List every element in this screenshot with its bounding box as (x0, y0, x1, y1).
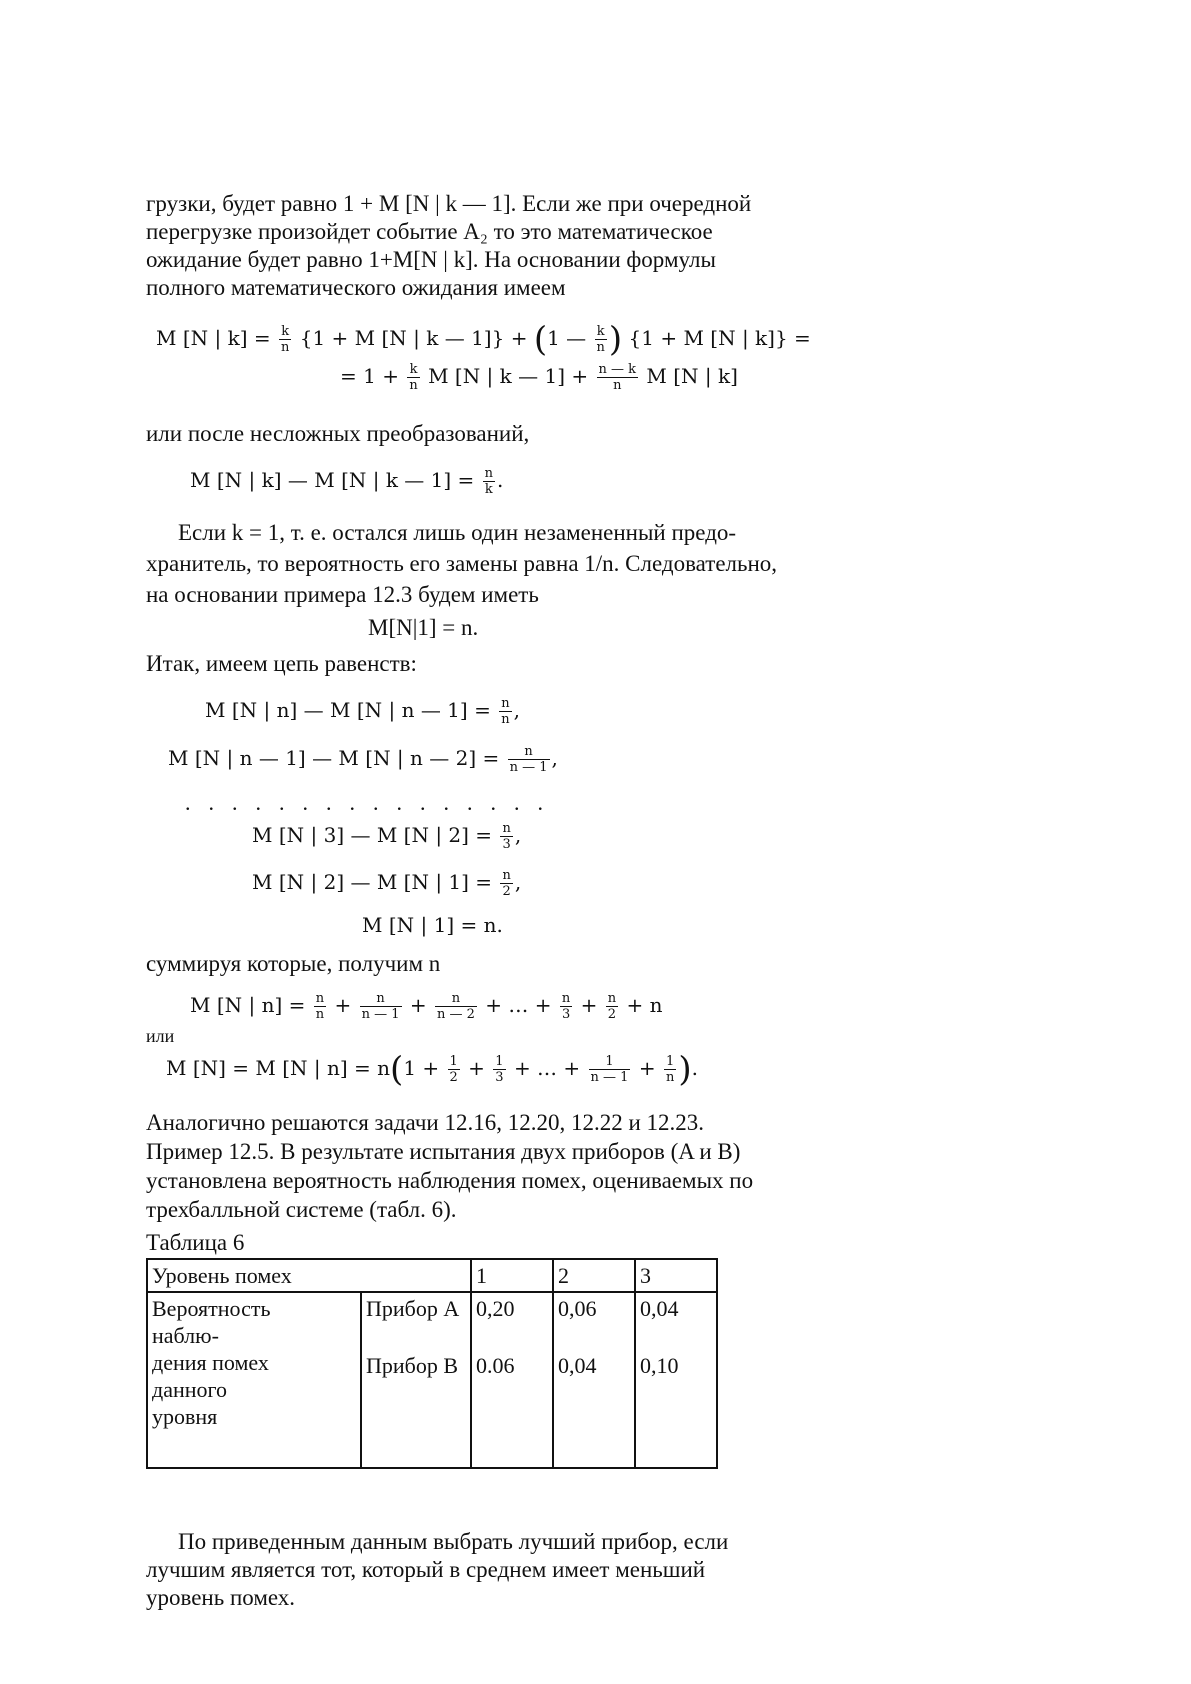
fraction-k-over-n: $\frac{k}{n}$ (281, 324, 290, 355)
formula-term: M [N | k] (646, 364, 738, 388)
formula-term: = 1 + (340, 364, 399, 388)
fraction-1-over-n: $\frac{1}{n}$ (665, 1054, 675, 1085)
formula-lhs: M [N | n] = (190, 993, 306, 1017)
formula-expanded (340, 356, 738, 396)
fraction-n-minus-k-over-n: $\frac{n — k}{n}$ (598, 362, 637, 393)
device-a-label: Прибор A (366, 1296, 460, 1321)
fraction-n-over-n-minus-1: $\frac{n}{n — 1}$ (509, 744, 548, 775)
text-line: трехбалльной системе (табл. 6). (146, 1197, 457, 1222)
formula-term: M [N | 3] — M [N | 2] = (252, 823, 493, 847)
text-line: на основании примера 12.3 будем иметь (146, 582, 539, 607)
header-cell: 3 (635, 1259, 717, 1292)
fraction-n-over-3: $\frac{n}{3}$ (502, 821, 511, 852)
fraction-1-over-n-minus-1: $\frac{1}{n — 1}$ (590, 1054, 629, 1085)
text-line: или (146, 1026, 175, 1046)
value-cell: 0,06 0,04 (553, 1292, 635, 1468)
fraction-n-over-n-minus-1: $\frac{n}{n — 1}$ (361, 991, 400, 1022)
formula-total-expectation: M [N | k] = $\frac{k}{n}$ {1 + M [N | k — 1]} + (1 — $\frac{k}{n}$ ) {1 + M [N | k]} = (156, 319, 811, 360)
text-line: полного математического ожидания имеем (146, 275, 566, 300)
formula-term: M [N | k — 1] + (428, 364, 589, 388)
header-cell: 2 (553, 1259, 635, 1292)
text-line: уровень помех. (146, 1585, 296, 1610)
chain-equation-3: M [N | 3] — M [N | 2] = $\frac{n}{3}$ , (252, 821, 522, 852)
device-b-label: Прибор B (366, 1353, 459, 1378)
table-caption: Таблица 6 (146, 1230, 245, 1255)
text-line: хранитель, то вероятность его замены равна 1/n. Следовательно, (146, 551, 778, 576)
fraction-1-over-3: $\frac{1}{3}$ (495, 1054, 504, 1085)
fraction-n-over-2: $\frac{n}{2}$ (502, 868, 511, 899)
chain-equation-4: M [N | 2] — M [N | 1] = $\frac{n}{2}$ , (252, 868, 522, 899)
formula-term: M [N | 2] — M [N | 1] = (252, 870, 493, 894)
fraction-1-over-2: $\frac{1}{2}$ (449, 1054, 458, 1085)
fraction-k-over-n: $\frac{k}{n}$ (409, 362, 418, 393)
fraction-n-over-2: $\frac{n}{2}$ (607, 991, 617, 1022)
formula-difference: M [N | k] — M [N | k — 1] = $\frac{n}{k}$ . (190, 466, 504, 497)
text-line: Итак, имеем цепь равенств: (146, 651, 417, 676)
fraction-n-over-n-minus-2: $\frac{n}{n — 2}$ (437, 991, 475, 1022)
text-line: грузки, будет равно 1 + M [N | k — 1]. Если же при очередной (146, 191, 752, 216)
device-cell (361, 1292, 471, 1468)
formula-term: 1 — (547, 326, 587, 350)
value-cell: 0,04 0,10 (635, 1292, 717, 1468)
formula-term: M [N | 1] = n. (362, 913, 503, 937)
formula-term: M [N | n] — M [N | n — 1] = (205, 698, 491, 722)
chain-equation-1: M [N | n] — M [N | n — 1] = $\frac{n}{n}$ , (205, 696, 520, 727)
row-label-cell: Вероятность наблю- дения помех данного уровня (147, 1292, 361, 1468)
text-line: или после несложных преобразований, (146, 421, 530, 446)
table-row (147, 1292, 717, 1468)
header-cell: 1 (471, 1259, 553, 1292)
text-line: Аналогично решаются задачи 12.16, 12.20, 12.22 и 12.23. (146, 1110, 705, 1135)
transition-text (146, 420, 846, 448)
fraction-n-over-3: $\frac{n}{3}$ (561, 991, 571, 1022)
fraction-n-over-k: $\frac{n}{k}$ (484, 466, 494, 497)
paragraph-example (146, 1108, 906, 1224)
paragraph-base-case (146, 517, 846, 610)
intro-paragraph (146, 190, 846, 302)
formula-lhs: M [N] = M [N | n] = n (166, 1056, 391, 1080)
or-word (146, 1022, 846, 1050)
formula-term: {1 + M [N | k — 1]} + (299, 326, 528, 350)
formula-term: M[N|1] = n. (368, 615, 479, 640)
chain-intro (146, 650, 846, 678)
formula-lhs: M [N | k] = (156, 326, 271, 350)
header-cell: Уровень помех (147, 1259, 471, 1292)
text-line: Если k = 1, т. е. остался лишь один незамененный предо- (178, 520, 737, 545)
chain-equation-5 (362, 905, 503, 945)
noise-probability-table (146, 1258, 718, 1469)
value-cell: 0,20 0.06 (471, 1292, 553, 1468)
fraction-k-over-n: $\frac{k}{n}$ (596, 324, 605, 355)
formula-final: M [N] = M [N | n] = n(1 + $\frac{1}{2}$ + $\frac{1}{3}$ + … + $\frac{1}{n — 1}$ + $\frac{1}{n}$ ). (166, 1049, 698, 1090)
formula-lhs: M [N | k] — M [N | k — 1] = (190, 468, 475, 492)
formula-sum: M [N | n] = $\frac{n}{n}$ + $\frac{n}{n — 1}$ + $\frac{n}{n — 2}$ + … + $\frac{n}{3}$ + $\frac{n}{2}$ + n (190, 991, 663, 1022)
formula-base (368, 608, 478, 648)
text-line: ожидание будет равно 1+M[N | k]. На основании формулы (146, 247, 716, 272)
table-header-row (147, 1259, 717, 1292)
fraction-n-over-n: $\frac{n}{n}$ (315, 991, 325, 1022)
chain-equation-2: M [N | n — 1] — M [N | n — 2] = $\frac{n}{n — 1}$ , (168, 744, 558, 775)
text-line: По приведенным данным выбрать лучший прибор, если (178, 1529, 729, 1554)
paragraph-task (146, 1528, 846, 1612)
formula-term: {1 + M [N | k]} = (628, 326, 811, 350)
text-line: Пример 12.5. В результате испытания двух приборов (A и B) (146, 1139, 741, 1164)
text-line: установлена вероятность наблюдения помех, оцениваемых по (146, 1168, 754, 1193)
fraction-n-over-n: $\frac{n}{n}$ (501, 696, 510, 727)
formula-term: M [N | n — 1] — M [N | n — 2] = (168, 746, 500, 770)
text-line: перегрузке произойдет событие A₂ то это математическое (146, 219, 713, 244)
text-line: лучшим является тот, который в среднем имеет меньший (146, 1557, 706, 1582)
text-line: суммируя которые, получим n (146, 951, 441, 976)
ellipsis-dots: ................ (185, 790, 561, 815)
sum-intro (146, 950, 846, 978)
